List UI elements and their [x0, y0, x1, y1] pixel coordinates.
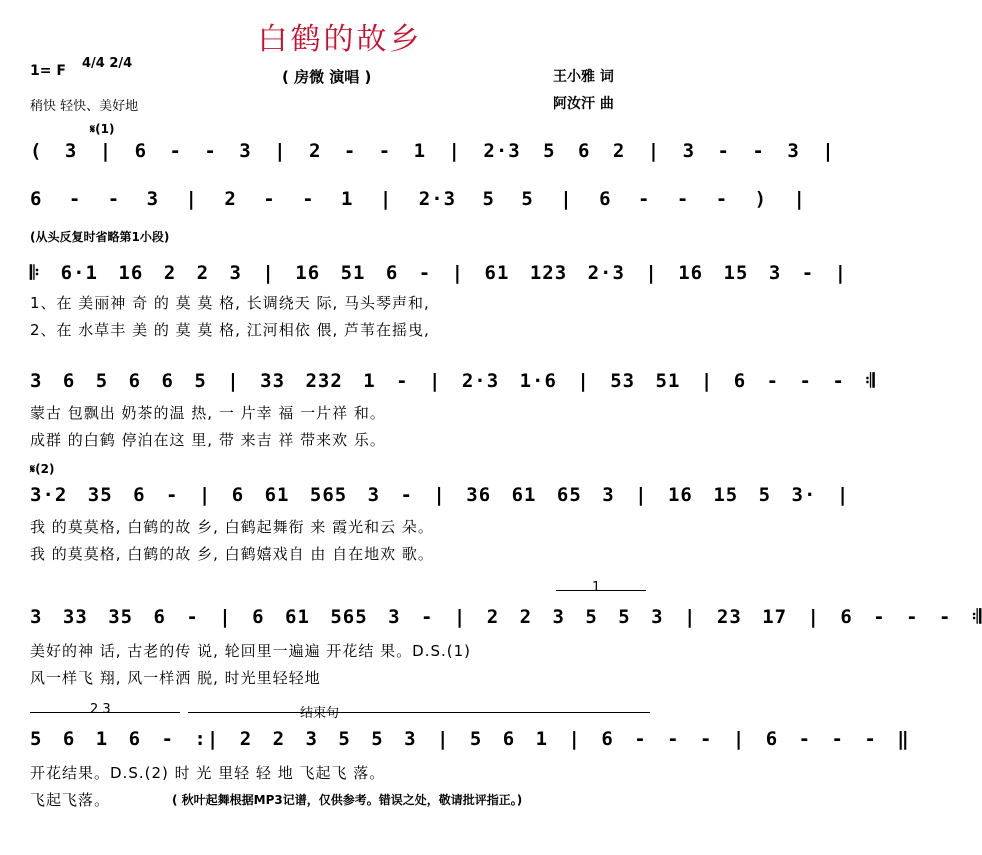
volta-1-bracket	[556, 590, 646, 591]
segno-2: 𝄋(2)	[30, 462, 55, 476]
performer: ( 房微 演唱 )	[282, 68, 372, 86]
section4-lyric-verse1: 美好的神 话, 古老的传 说, 轮回里一遍遍 开花结 果。D.S.(1)	[30, 642, 472, 660]
section1-lyric-verse2: 2、在 水草丰 美 的 莫 莫 格, 江河相依 偎, 芦苇在摇曳,	[30, 321, 430, 339]
section4-lyric-verse2: 风一样飞 翔, 风一样洒 脱, 时光里轻轻地	[30, 669, 321, 687]
ending-bracket	[188, 712, 650, 713]
section3-notes: 3·2 35 6 - | 6 61 565 3 - | 36 61 65 3 | 16 15 5 3· |	[30, 484, 850, 506]
section3-lyric-verse2: 我 的莫莫格, 白鹤的故 乡, 白鹤嬉戏自 由 自在地欢 歌。	[30, 545, 434, 563]
page-title: 白鹤的故乡	[257, 22, 423, 57]
footer-note: ( 秋叶起舞根据MP3记谱，仅供参考。错误之处，敬请批评指正。)	[172, 793, 523, 807]
key-signature: 1= F	[30, 63, 66, 79]
time-signature: 4/4 2/4	[82, 56, 133, 71]
segno-1: 𝄋(1)	[90, 122, 115, 136]
lyricist: 王小雅 词	[553, 69, 614, 85]
section4-notes: 3 33 35 6 - | 6 61 565 3 - | 2 2 3 5 5 3 | 23 17 | 6 - - - 𝄇	[30, 606, 982, 628]
section5-lyric-verse1: 开花结果。D.S.(2) 时 光 里轻 轻 地 飞起飞 落。	[30, 764, 386, 782]
section1-notes: 𝄆 6·1 16 2 2 3 | 16 51 6 - | 61 123 2·3 | 16 15 3 - |	[30, 262, 848, 284]
section5-notes: 5 6 1 6 - :| 2 2 3 5 5 3 | 5 6 1 | 6 - - - | 6 - - - ‖	[30, 728, 910, 750]
intro-line-1: ( 3 | 6 - - 3 | 2 - - 1 | 2·3 5 6 2 | 3 - - 3 |	[30, 140, 835, 162]
repeat-note: (从头反复时省略第1小段)	[30, 230, 170, 244]
section2-lyric-verse1: 蒙古 包飘出 奶茶的温 热, 一 片幸 福 一片祥 和。	[30, 404, 386, 422]
composer: 阿汝汗 曲	[553, 96, 614, 112]
ending-label: 结束句	[300, 706, 340, 721]
section3-lyric-verse1: 我 的莫莫格, 白鹤的故 乡, 白鹤起舞衔 来 霞光和云 朵。	[30, 518, 434, 536]
section5-lyric-verse2: 飞起飞落。	[30, 791, 111, 809]
volta-23-label: 2 3	[90, 702, 111, 717]
section1-lyric-verse1: 1、在 美丽神 奇 的 莫 莫 格, 长调绕天 际, 马头琴声和,	[30, 294, 430, 312]
section2-notes: 3 6 5 6 6 5 | 33 232 1 - | 2·3 1·6 | 53 51 | 6 - - - 𝄇	[30, 370, 876, 392]
volta-1-label: 1	[592, 580, 601, 595]
section2-lyric-verse2: 成群 的白鹤 停泊在这 里, 带 来吉 祥 带来欢 乐。	[30, 431, 386, 449]
tempo-marking: 稍快 轻快、美好地	[30, 99, 139, 114]
intro-line-2: 6 - - 3 | 2 - - 1 | 2·3 5 5 | 6 - - - ) |	[30, 188, 806, 210]
